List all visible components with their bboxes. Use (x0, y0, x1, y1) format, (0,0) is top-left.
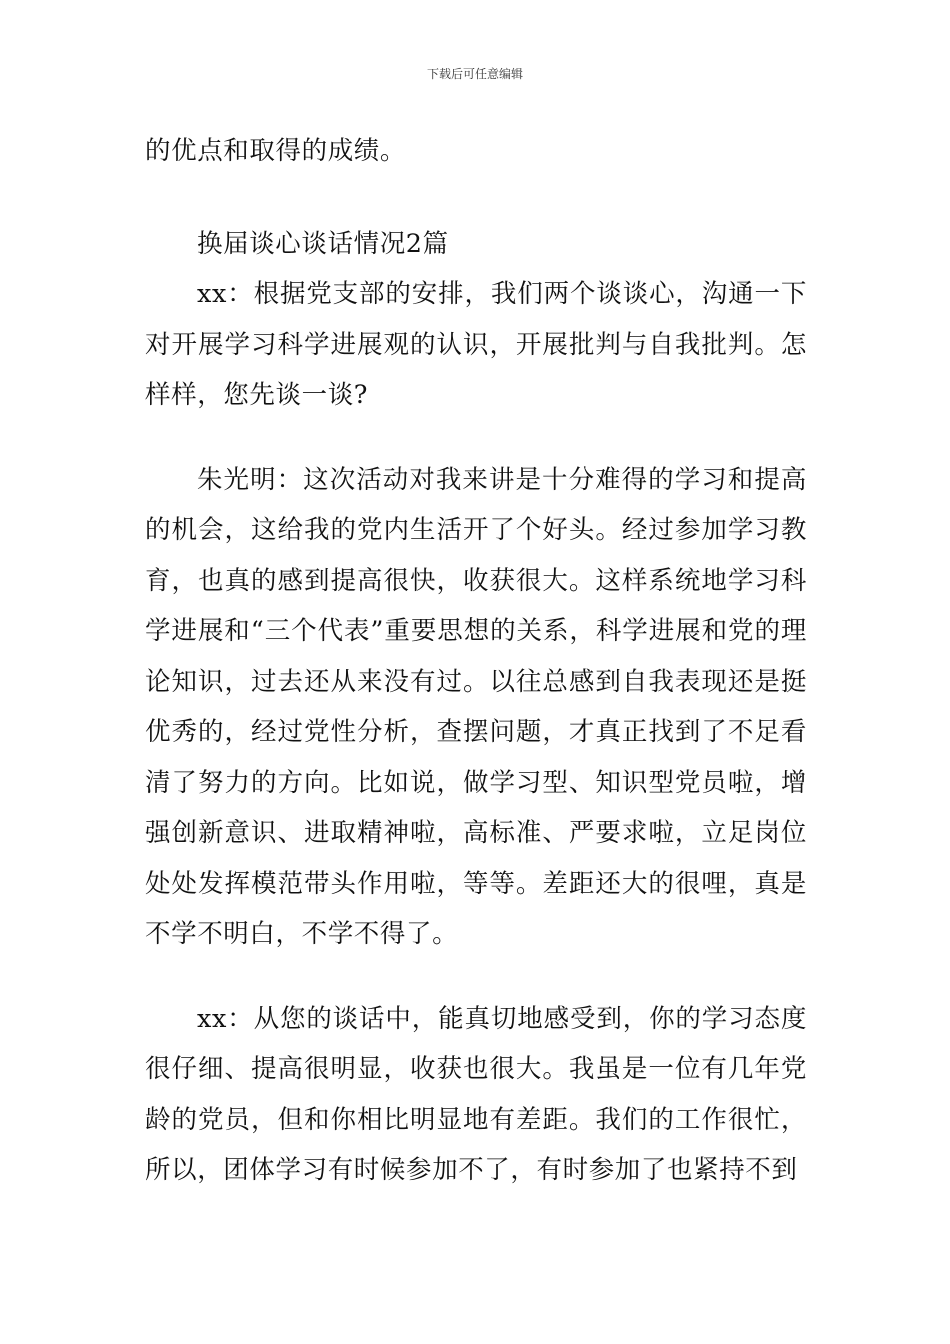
document-body (145, 126, 807, 1196)
page-header-note: 下载后可任意编辑 (426, 67, 523, 81)
paragraph-xx-response: xx：从您的谈话中，能真切地感受到，你的学习态度很仔细、提高很明显，收获也很大。我虽是一位有几年党龄的党员，但和你相比明显地有差距。我们的工作很忙，所以，团体学习有时候参加不了，有时参加了也紧持不到 (145, 1003, 807, 1185)
paragraph-continuation: 的优点和取得的成绩。 (145, 136, 407, 166)
section-title: 换届谈心谈话情况2篇 (197, 228, 449, 259)
paragraph-xx-opening: xx：根据党支部的安排，我们两个谈谈心，沟通一下对开展学习科学进展观的认识，开展批判与自我批判。怎样样，您先谈一谈? (145, 279, 807, 410)
paragraph-zhu-guangming: 朱光明：这次活动对我来讲是十分难得的学习和提高的机会，这给我的党内生活开了个好头。经过参加学习教育，也真的感到提高很快，收获很大。这样系统地学习科学进展和“三个代表”重要思想的关系，科学进展和党的理论知识，过去还从来没有过。以往总感到自我表现还是挺优秀的，经过党性分析，查摆问题，才真正找到了不足看清了努力的方向。比如说，做学习型、知识型党员啦，增强创新意识、进取精神啦，高标准、严要求啦，立足岗位处处发挥模范带头作用啦，等等。差距还大的很哩，真是不学不明白，不学不得了。 (145, 464, 807, 949)
